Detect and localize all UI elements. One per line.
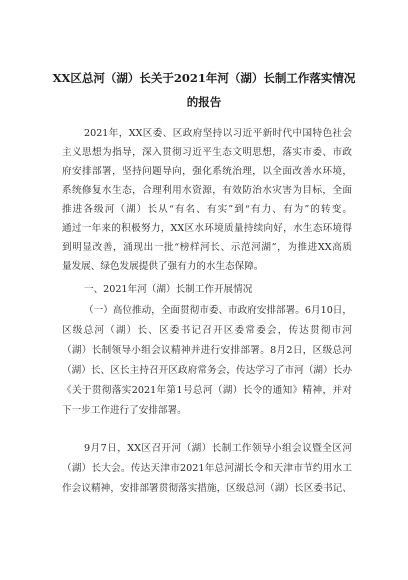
paragraph-1-line: 府安排部署，坚持问题导向，强化系统治理，以全面改善水环境， — [62, 166, 352, 177]
paragraph-2-line: 区级总河（湖）长、区委书记召开区委常委会，传达贯彻市河 — [62, 325, 352, 336]
paragraph-3-line: 9月7日，XX区召开河（湖）长制工作领导小组会议暨全区河 — [84, 443, 352, 454]
paragraph-1-line: 通过一年来的积极努力，XX区水环境质量持续向好，水生态环境得 — [62, 223, 352, 234]
paragraph-1-line: 系统修复水生态，合理利用水资源，有效防治水灾害为目标，全面 — [62, 185, 352, 196]
paragraph-1-line: 到明显改善，涌现出一批“榜样河长、示范河湖”，为推进XX高质 — [62, 242, 352, 253]
paragraph-1-line: 2021年，XX区委、区政府坚持以习近平新时代中国特色社会 — [84, 128, 352, 139]
paragraph-2-line: （一）高位推动，全面贯彻市委、市政府安排部署。6月10日， — [84, 305, 352, 316]
paragraph-3-line: （湖）长大会。传达天津市2021年总河湖长令和天津市节约用水工 — [62, 463, 352, 474]
paragraph-1-line: 推进各级河（湖）长从“有名、有实”到“有力、有为”的转变。 — [62, 204, 352, 215]
section-1-heading: 一、2021年河（湖）长制工作开展情况 — [84, 284, 253, 295]
paragraph-1-line: 主义思想为指导，深入贯彻习近平生态文明思想，落实市委、市政 — [62, 147, 352, 158]
paragraph-1-line: 量发展、绿色发展提供了强有力的水生态保障。 — [62, 261, 264, 272]
paragraph-3-line: 作会议精神，安排部署贯彻落实措施，区级总河（湖）长区委书记、 — [62, 483, 352, 494]
paragraph-2-line: 下一步工作进行了安排部署。 — [62, 405, 187, 416]
paragraph-2-line: 《关于贯彻落实2021年第1号总河（湖）长令的通知》精神，并对 — [62, 385, 352, 396]
paragraph-2-line: （湖）长、区长主持召开区政府常务会，传达学习了市河（湖）长办 — [62, 365, 352, 376]
document-title-line-2: 的报告 — [186, 95, 222, 109]
paragraph-2-line: （湖）长制领导小组会议精神并进行安排部署。8月2日，区级总河 — [62, 345, 352, 356]
document-title-line-1: XX区总河（湖）长关于2021年河（湖）长制工作落实情况 — [52, 71, 356, 85]
